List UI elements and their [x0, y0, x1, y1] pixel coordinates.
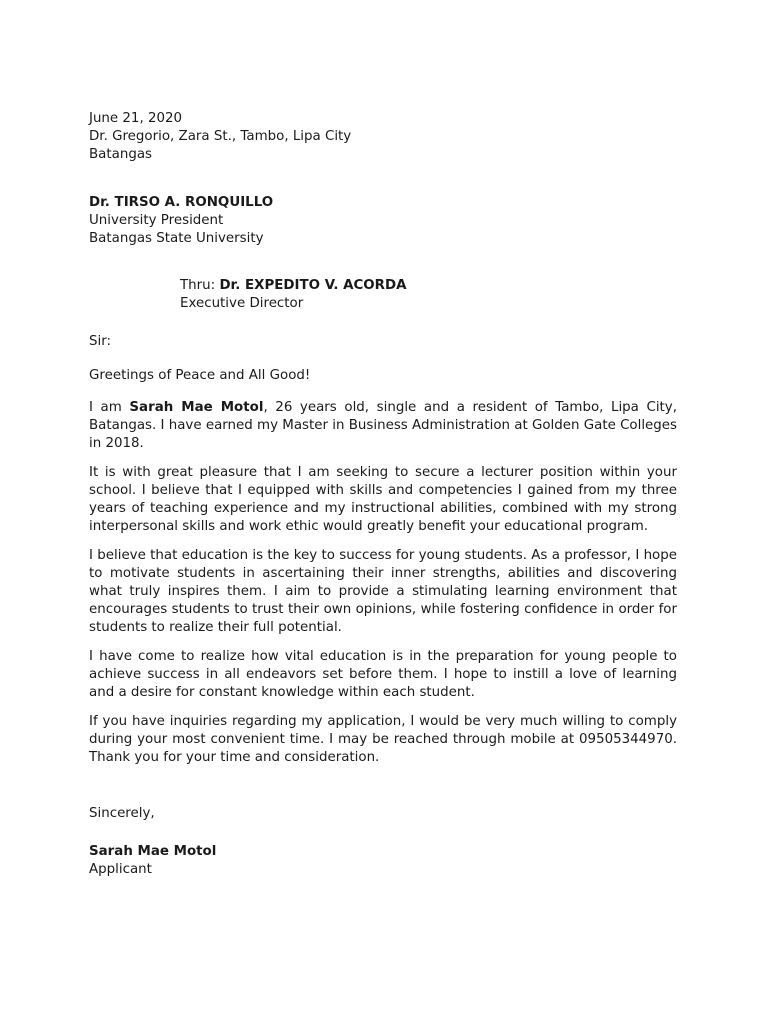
letter-page — [89, 110, 677, 879]
thru-label: Thru: — [180, 278, 216, 293]
sender-address-line2: Batangas — [89, 147, 153, 162]
intro-prefix: I am — [89, 400, 130, 415]
signature-title: Applicant — [89, 862, 152, 877]
body-paragraph-4: If you have inquiries regarding my application, I would be very much willing to comply during your most convenient time. I may be reached through mobile at 09505344970. Thank you for your time and consideration. — [89, 714, 677, 765]
recipient-name: Dr. TIRSO A. RONQUILLO — [89, 195, 274, 210]
recipient-block — [89, 194, 677, 248]
thru-line — [180, 277, 677, 295]
intro-paragraph — [89, 399, 677, 453]
sender-block — [89, 110, 677, 164]
body-paragraph-3: I have come to realize how vital education is in the preparation for young people to achieve success in all endeavors set before them. I hope to instill a love of learning and a desire for constant knowledge within each student. — [89, 649, 677, 700]
body-paragraph-1: It is with great pleasure that I am seeking to secure a lecturer position within your school. I believe that I equipped with skills and competencies I gained from my three years of teaching experience and my instructional abilities, combined with my strong interpersonal skills and work ethic would greatly benefit your educational program. — [89, 465, 677, 534]
intro-name: Sarah Mae Motol — [129, 400, 264, 415]
greeting: Greetings of Peace and All Good! — [89, 368, 311, 383]
signature-block — [89, 843, 677, 879]
closing: Sincerely, — [89, 806, 155, 821]
thru-title: Executive Director — [180, 296, 304, 311]
letter-date: June 21, 2020 — [89, 111, 183, 126]
intro-suffix: , 26 years old, single and a resident of Tambo, Lipa City, Batangas. I have earned my Master in Business Administration at Golden Gate Colleges in 2018. — [89, 400, 678, 451]
recipient-title: University President — [89, 213, 224, 228]
body-paragraph-2: I believe that education is the key to success for young students. As a professor, I hope to motivate students in ascertaining their inner strengths, abilities and discovering what truly inspires them. I aim to provide a stimulating learning environment that encourages students to trust their own opinions, while fostering confidence in order for students to realize their full potential. — [89, 548, 677, 635]
thru-block — [180, 277, 677, 313]
thru-name: Dr. EXPEDITO V. ACORDA — [219, 278, 407, 293]
salutation: Sir: — [89, 334, 112, 349]
sender-address-line1: Dr. Gregorio, Zara St., Tambo, Lipa City — [89, 129, 352, 144]
recipient-organization: Batangas State University — [89, 231, 264, 246]
signature-name: Sarah Mae Motol — [89, 844, 217, 859]
